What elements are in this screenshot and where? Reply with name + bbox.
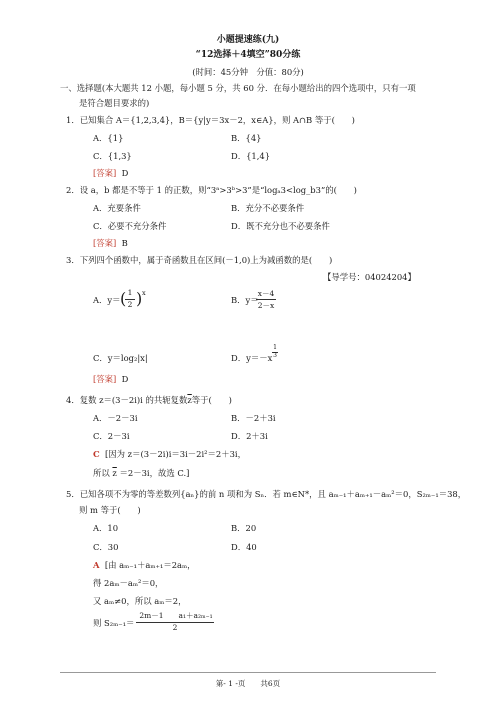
q4-sol2-conj-z: $\overline{z}$ [112,468,117,478]
q3-d-numerator: 1 [273,344,277,351]
q2-answer [93,238,128,249]
q5-solution-line2: 得 2aₘ－aₘ²＝0， [93,578,164,588]
q3-a-exponent: x [142,289,146,297]
q4-solution-line1 [93,449,246,460]
q4-sol1: [因为 z＝(3－2i)i＝3i－2i²＝2＋3i， [105,449,246,459]
q3-option-a-prefix: A．y＝ [93,295,121,305]
q5-option-d: D．40 [231,542,257,552]
q2-option-a: A．充要条件 [93,203,141,213]
q4-option-b: B．－2＋3i [231,413,276,423]
q1-option-a: A．{1} [93,133,124,143]
section-heading-line1: 一、选择题(本大题共 12 小题，每小题 5 分，共 60 分．在每小题给出的四个选项中，只有一项 [60,83,416,93]
q3-guide-number: 【导学号：04024204】 [323,272,416,282]
q2-option-b: B．充分不必要条件 [231,203,305,213]
q4-answer-letter: C [93,449,100,459]
q3-answer-label: [答案] [93,374,117,384]
q3-answer-value: D [121,374,129,384]
q2-stem: 2．设 a，b 都是不等于 1 的正数，则“3ᵃ>3ᵇ>3”是“logₐ3<log_b3”的( ) [66,185,357,195]
page-footer: 第- 1 -页 共6页 [215,679,281,688]
q3-answer [93,374,128,385]
q1-option-b: B．{4} [231,133,262,143]
q5-option-b: B．20 [231,523,257,533]
q4-conj-z: $\overline{z}$ [187,395,192,405]
q5-option-c: C．30 [93,542,119,552]
q3-d-denominator: 3 [273,352,277,359]
doc-meta: (时间：45分钟 分值：80分) [192,67,304,77]
q5-solution-line3: 又 aₘ≠0，所以 aₘ＝2， [93,596,187,606]
q3-option-d-prefix: D．y＝－x [231,353,273,363]
q5-answer-letter: A [93,560,100,570]
q1-answer [93,168,128,179]
q4-sol2-post: ＝2－3i，故选 C.] [119,468,190,478]
q5-sol4-pre: 则 S₂ₘ₋₁＝ [93,618,135,628]
q1-answer-value: D [121,168,129,178]
section-heading-line2: 是符合题目要求的) [79,98,150,108]
q1-answer-label: [答案] [93,168,117,178]
q5-sol1: [由 aₘ₋₁＋aₘ₊₁＝2aₘ， [104,560,196,570]
q1-option-d: D．{1,4} [231,151,271,161]
q3-a-numerator: 1 [127,288,133,297]
q1-option-c: C．{1,3} [93,151,132,161]
q2-answer-value: B [121,238,128,248]
q4-stem-post: 等于( ) [191,395,232,405]
footer-divider [60,672,436,673]
q1-stem: 1．已知集合 A＝{1,2,3,4}，B＝{y|y＝3x－2，x∈A}，则 A∩B 等于( ) [66,115,355,125]
q3-a-denominator: 2 [127,300,133,309]
doc-subtitle: “12选择＋4填空”80分练 [195,50,301,60]
q3-option-c: C．y＝log₂|x| [93,353,148,363]
q3-option-b-prefix: B．y＝ [231,295,259,305]
q2-option-c: C．必要不充分条件 [93,221,167,231]
q2-answer-label: [答案] [93,238,117,248]
q5-stem-line1: 5．已知各项不为零的等差数列{aₙ}的前 n 项和为 Sₙ．若 m∈N*，且 aₘ₋₁＋aₘ₊₁－aₘ²＝0，S₂ₘ₋₁＝38， [66,489,467,499]
right-paren: ) [136,289,143,308]
q4-stem [66,395,232,406]
q4-sol2-pre: 所以 [93,468,110,478]
q3-b-numerator: x－4 [257,289,275,298]
q4-option-d: D．2＋3i [231,431,268,441]
q5-stem-line2: 则 m 等于( ) [79,505,141,515]
q5-solution-line1 [93,560,196,571]
q4-solution-line2 [93,468,189,479]
q4-option-c: C．2－3i [93,431,130,441]
q5-sol4-denominator: 2 [172,623,178,632]
q3-stem: 3．下列四个函数中，属于奇函数且在区间(－1,0)上为减函数的是( ) [66,255,333,265]
q3-b-denominator: 2－x [257,301,275,310]
q5-option-a: A．10 [93,523,119,533]
q4-option-a: A．－2－3i [93,413,138,423]
q5-sol4-numerator: 2m－1 a₁＋a₂ₘ₋₁ [139,611,213,620]
doc-title: 小题提速练(九) [216,35,280,45]
q4-stem-pre: 4．复数 z＝(3－2i)i 的共轭复数 [66,395,188,405]
left-paren: ( [120,289,127,308]
q2-option-d: D．既不充分也不必要条件 [231,221,330,231]
